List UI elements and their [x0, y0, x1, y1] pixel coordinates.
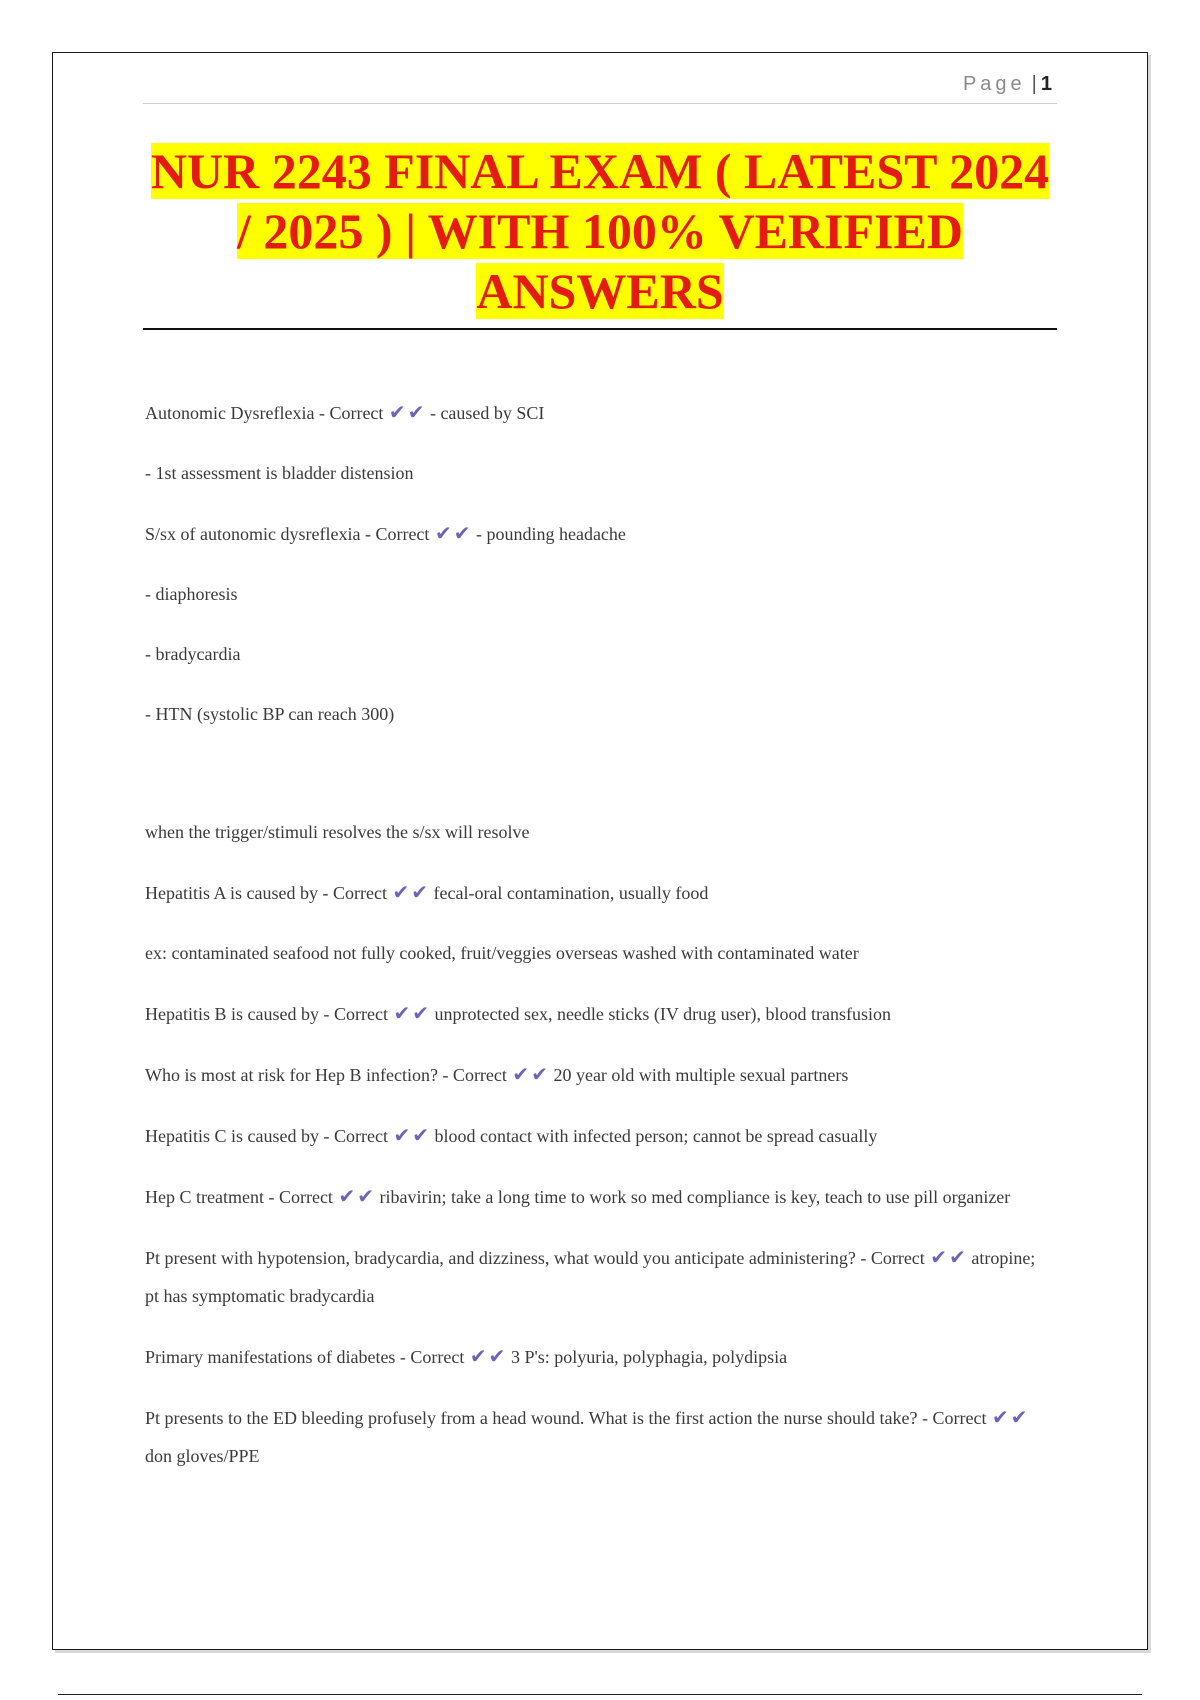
entry-question: Who is most at risk for Hep B infection? - Correct [145, 1065, 507, 1085]
checkmark-icon: ✔ [512, 1062, 530, 1086]
checkmark-icon: ✔ [453, 521, 471, 545]
qa-entry [145, 514, 1047, 553]
checkmark-icon: ✔ [357, 1184, 374, 1208]
qa-entry [145, 873, 1047, 912]
qa-entry [145, 454, 1047, 492]
entry-text: - bradycardia [145, 644, 241, 664]
checkmark-icon: ✔ [469, 1344, 487, 1368]
entry-text: - 1st assessment is bladder distension [145, 463, 414, 483]
qa-entry [145, 1177, 1047, 1216]
entry-text: when the trigger/stimuli resolves the s/sx will resolve [145, 822, 530, 842]
checkmark-icon: ✔ [434, 521, 452, 545]
qa-entry [145, 695, 1047, 733]
qa-entry [145, 1398, 1047, 1475]
qa-entry [145, 635, 1047, 673]
checkmark-icon: ✔ [393, 1123, 411, 1147]
checkmark-icon: ✔ [488, 1344, 506, 1368]
page-number-value: 1 [1040, 73, 1052, 95]
checkmark-icon: ✔ [949, 1245, 966, 1269]
page-number [963, 73, 1052, 96]
qa-entry [145, 393, 1047, 432]
qa-entry [145, 813, 1047, 851]
entry-question: Pt presents to the ED bleeding profusely from a head wound. What is the first action the nurse should take? - Correct [145, 1408, 987, 1428]
title-block [143, 141, 1057, 321]
entry-text: ex: contaminated seafood not fully cooked, fruit/veggies overseas washed with contaminated water [145, 943, 859, 963]
entry-answer: - pounding headache [475, 524, 626, 544]
entry-question: Hepatitis C is caused by - Correct [145, 1126, 388, 1146]
qa-entry [145, 1055, 1047, 1094]
qa-entry [145, 1238, 1047, 1315]
checkmark-icon: ✔ [991, 1405, 1009, 1429]
entry-answer: - caused by SCI [429, 403, 545, 423]
checkmark-icon: ✔ [388, 400, 406, 424]
checkmark-icon: ✔ [393, 1001, 411, 1025]
document-title-text: NUR 2243 FINAL EXAM ( LATEST 2024 / 2025 ) | WITH 100% VERIFIED ANSWERS [150, 143, 1050, 319]
entry-question: Pt present with hypotension, bradycardia, and dizziness, what would you anticipate administering? - Correct [145, 1248, 925, 1268]
qa-entry [145, 1116, 1047, 1155]
bottom-divider [58, 1694, 1142, 1695]
entry-answer: unprotected sex, needle sticks (IV drug user), blood transfusion [434, 1004, 892, 1024]
qa-entry [145, 934, 1047, 972]
checkmark-icon: ✔ [1010, 1405, 1028, 1429]
entry-question: S/sx of autonomic dysreflexia - Correct [145, 524, 430, 544]
entry-text: - HTN (systolic BP can reach 300) [145, 704, 395, 724]
entry-question: Autonomic Dysreflexia - Correct [145, 403, 384, 423]
entry-question: Hep C treatment - Correct [145, 1187, 333, 1207]
checkmark-icon: ✔ [392, 880, 410, 904]
entry-answer: fecal-oral contamination, usually food [433, 883, 709, 903]
page-label: Page [962, 73, 1026, 95]
title-divider [143, 328, 1057, 330]
entry-answer: ribavirin; take a long time to work so med compliance is key, teach to use pill organizer [379, 1187, 1011, 1207]
entry-question: Hepatitis B is caused by - Correct [145, 1004, 388, 1024]
checkmark-icon: ✔ [531, 1062, 548, 1086]
page-separator: | [1031, 73, 1037, 95]
header-divider [143, 103, 1057, 104]
qa-entry [145, 575, 1047, 613]
qa-entry [145, 1337, 1047, 1376]
entry-answer: don gloves/PPE [145, 1446, 260, 1466]
entry-text: - diaphoresis [145, 584, 238, 604]
entry-answer: 20 year old with multiple sexual partners [553, 1065, 849, 1085]
checkmark-icon: ✔ [411, 880, 428, 904]
checkmark-icon: ✔ [338, 1184, 356, 1208]
entry-answer: blood contact with infected person; cannot be spread casually [434, 1126, 878, 1146]
entry-question: Hepatitis A is caused by - Correct [145, 883, 387, 903]
checkmark-icon: ✔ [407, 400, 425, 424]
entry-answer: atropine; pt has symptomatic bradycardia [145, 1248, 1036, 1306]
document-body [145, 393, 1047, 1497]
checkmark-icon: ✔ [930, 1245, 948, 1269]
entry-answer: 3 P's: polyuria, polyphagia, polydipsia [510, 1347, 788, 1367]
entry-question: Primary manifestations of diabetes - Correct [145, 1347, 465, 1367]
document-page [52, 52, 1148, 1650]
document-title [143, 141, 1057, 321]
checkmark-icon: ✔ [412, 1001, 429, 1025]
checkmark-icon: ✔ [412, 1123, 429, 1147]
qa-entry [145, 994, 1047, 1033]
